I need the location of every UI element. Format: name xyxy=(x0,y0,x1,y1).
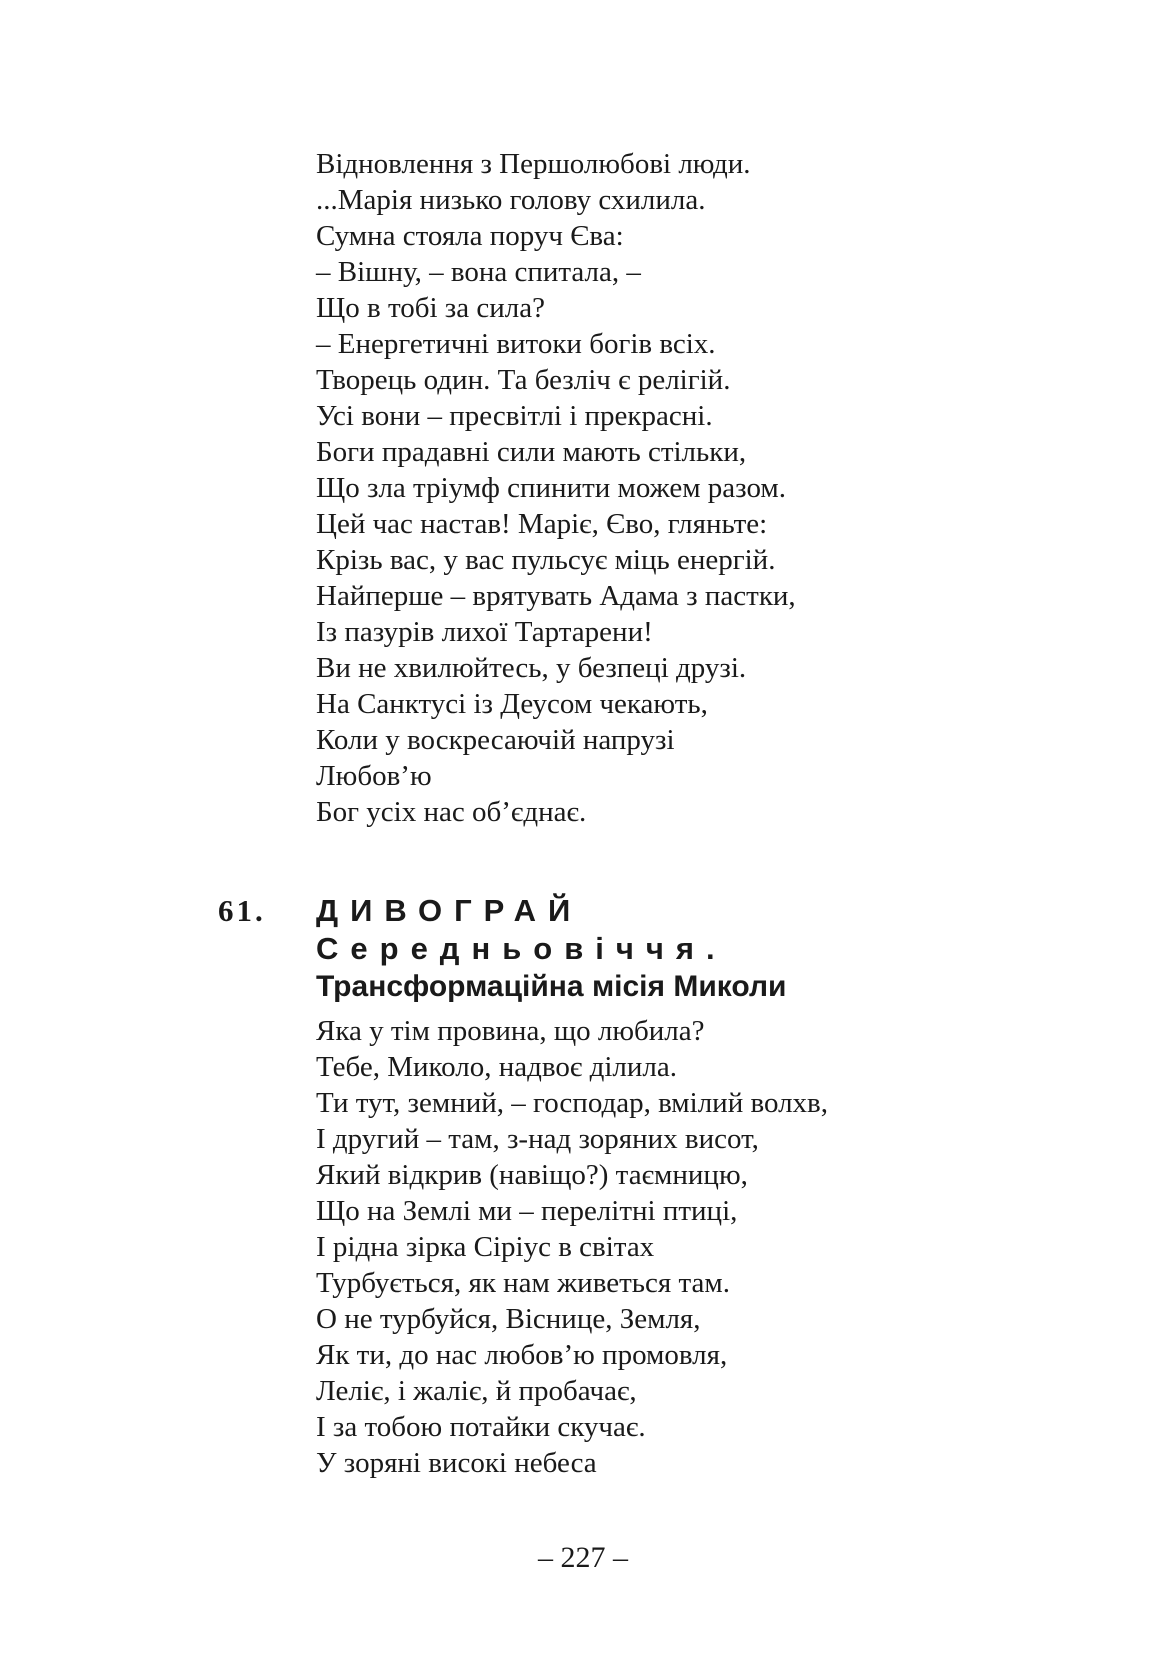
verse-line: Крізь вас, у вас пульсує міць енергій. xyxy=(316,544,776,576)
verse-line: І другий – там, з-над зоряних висот, xyxy=(316,1123,759,1155)
verse-line: Що зла тріумф спинити можем разом. xyxy=(316,472,787,504)
verse-line: І рідна зірка Сіріус в світах xyxy=(316,1231,655,1263)
verse-line: Який відкрив (навіщо?) таємницю, xyxy=(316,1159,748,1191)
verse-line: – Енергетичні витоки богів всіх. xyxy=(316,328,716,360)
verse-line: Як ти, до нас любов’ю промовля, xyxy=(316,1339,728,1371)
verse-line: У зоряні високі небеса xyxy=(316,1447,597,1479)
verse-line: Що на Землі ми – перелітні птиці, xyxy=(316,1195,738,1227)
verse-line: Відновлення з Першолюбові люди. xyxy=(316,148,751,180)
verse-line: Боги прадавні сили мають стільки, xyxy=(316,436,747,468)
section-title: ДИВОГРАЙ xyxy=(316,893,583,928)
verse-line: Усі вони – пресвітлі і прекрасні. xyxy=(316,400,713,432)
verse-line: Любов’ю xyxy=(316,760,432,792)
verse-line: Яка у тім провина, що любила? xyxy=(316,1015,705,1047)
verse-line: Сумна стояла поруч Єва: xyxy=(316,220,624,252)
verse-line: Найперше – врятувать Адама з пастки, xyxy=(316,580,796,612)
verse-line: Ви не хвилюйтесь, у безпеці друзі. xyxy=(316,652,747,684)
verse-line: О не турбуйся, Віснице, Земля, xyxy=(316,1303,701,1335)
verse-line: Турбується, як нам живеться там. xyxy=(316,1267,730,1299)
page-number: – 227 – xyxy=(538,1541,628,1574)
section-subtitle: Середньовіччя. xyxy=(316,931,727,966)
verse-line: Леліє, і жаліє, й пробачає, xyxy=(316,1375,637,1407)
section-number: 61. xyxy=(218,893,266,928)
verse-line: Із пазурів лихої Тартарени! xyxy=(316,616,653,648)
verse-line: ...Марія низько голову схилила. xyxy=(316,184,706,216)
verse-line: Що в тобі за сила? xyxy=(316,292,545,324)
verse-line: На Санктусі із Деусом чекають, xyxy=(316,688,708,720)
verse-line: Бог усіх нас об’єднає. xyxy=(316,796,587,828)
verse-line: Творець один. Та безліч є релігій. xyxy=(316,364,731,396)
verse-line: – Вішну, – вона спитала, – xyxy=(316,256,641,288)
section-subtitle-2: Трансформаційна місія Миколи xyxy=(316,970,787,1003)
verse-line: Цей час настав! Маріє, Єво, гляньте: xyxy=(316,508,768,540)
verse-line: Тебе, Миколо, надвоє ділила. xyxy=(316,1051,677,1083)
verse-line: І за тобою потайки скучає. xyxy=(316,1411,646,1443)
verse-line: Ти тут, земний, – господар, вмілий волхв, xyxy=(316,1087,829,1119)
verse-line: Коли у воскресаючій напрузі xyxy=(316,724,675,756)
